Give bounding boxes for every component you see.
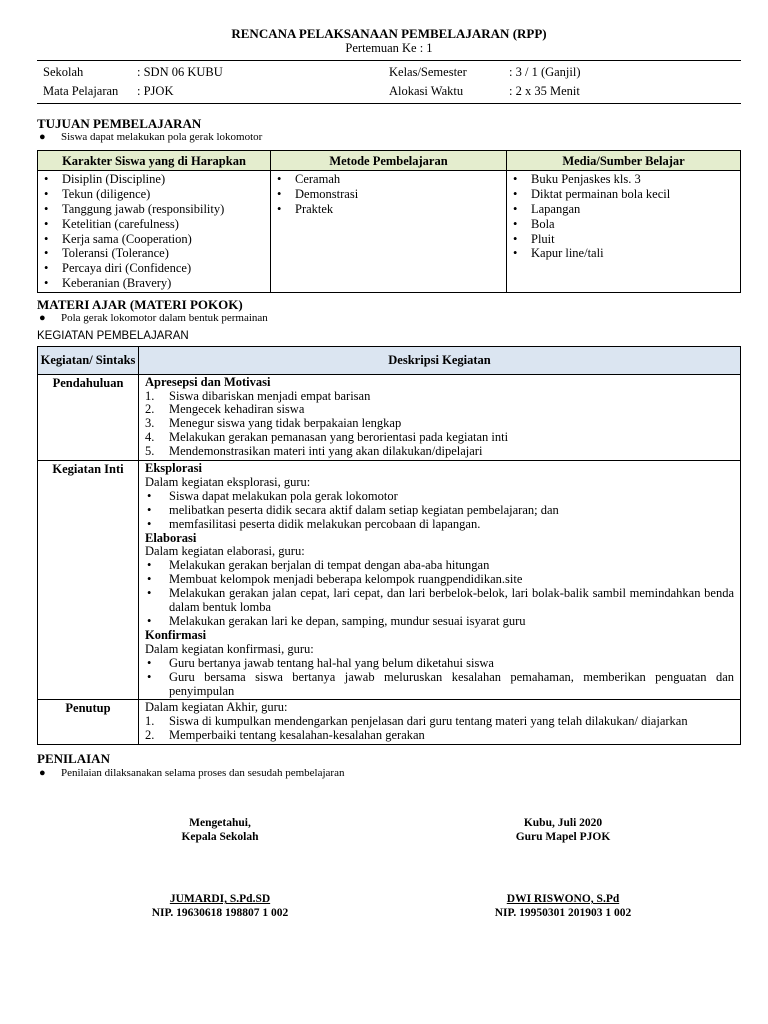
karakter-metode-media-table	[37, 150, 741, 292]
signature-left	[37, 816, 403, 920]
list-item: • Buku Penjaskes kls. 3	[513, 172, 641, 187]
list-item: 3. Menegur siswa yang tidak berpakaian lengkap	[145, 416, 402, 431]
elaborasi-heading: Elaborasi	[145, 530, 197, 545]
sekolah-label: Sekolah	[43, 65, 84, 80]
kegiatan-title: KEGIATAN PEMBELAJARAN	[37, 330, 189, 343]
rpp-document	[37, 26, 741, 919]
table-row	[38, 374, 741, 460]
penilaian-bullet	[37, 767, 741, 780]
list-item: 2. Mengecek kehadiran siswa	[145, 402, 305, 417]
media-list	[511, 172, 740, 261]
table-header-row	[38, 151, 741, 171]
info-row-1	[37, 63, 741, 82]
pendahuluan-list	[145, 390, 734, 460]
list-item: • Toleransi (Tolerance)	[44, 246, 169, 261]
deskripsi-header: Deskripsi Kegiatan	[139, 346, 741, 374]
metode-cell	[271, 171, 507, 292]
kepala-sekolah-nip: NIP. 19630618 198807 1 002	[151, 907, 289, 919]
metode-header: Metode Pembelajaran	[271, 151, 507, 171]
guru-nip: NIP. 19950301 201903 1 002	[494, 907, 632, 919]
kelas-value: : 3 / 1 (Ganjil)	[509, 65, 581, 80]
penutup-list	[145, 715, 734, 743]
document-title: RENCANA PELAKSANAAN PEMBELAJARAN (RPP)	[231, 26, 547, 41]
list-item: • Demonstrasi	[277, 187, 359, 202]
list-item: • Tanggung jawab (responsibility)	[44, 201, 225, 216]
list-item: • memfasilitasi peserta didik melakukan percobaan di lapangan.	[147, 516, 481, 531]
list-item: • Melakukan gerakan jalan cepat, lari cepat, dan lari berbelok-belok, lari bolak-balik sambil memindahkan benda dalam bentuk lomba	[147, 586, 734, 615]
penutup-desc	[139, 700, 741, 745]
konfirmasi-intro: Dalam kegiatan konfirmasi, guru:	[145, 641, 314, 656]
tujuan-title: TUJUAN PEMBELAJARAN	[37, 116, 202, 132]
list-item: • Kapur line/tali	[513, 246, 604, 261]
elaborasi-intro: Dalam kegiatan elaborasi, guru:	[145, 544, 305, 559]
kelas-label: Kelas/Semester	[389, 65, 467, 80]
materi-text: Pola gerak lokomotor dalam bentuk permainan	[61, 312, 268, 325]
list-item: • Pluit	[513, 231, 555, 246]
bullet-icon: ●	[39, 131, 46, 144]
bullet-icon: ●	[39, 312, 46, 325]
list-item: • Diktat permainan bola kecil	[513, 187, 671, 202]
metode-list	[275, 172, 506, 216]
list-item: • Guru bersama siswa bertanya jawab meluruskan kesalahan pemahaman, memberikan penguatan dan penyimpulan	[147, 669, 734, 698]
list-item: • Membuat kelompok menjadi beberapa kelompok ruangpendidikan.site	[147, 572, 523, 587]
signature-right	[403, 816, 723, 920]
guru-mapel-label: Guru Mapel PJOK	[515, 831, 611, 843]
eksplorasi-heading: Eksplorasi	[145, 461, 202, 476]
mengetahui-label: Mengetahui,	[189, 817, 251, 829]
sintaks-header: Kegiatan/ Sintaks	[38, 346, 139, 374]
mapel-value: : PJOK	[137, 84, 174, 99]
list-item: • Disiplin (Discipline)	[44, 172, 166, 187]
list-item: 1. Siswa di kumpulkan mendengarkan penjelasan dari guru tentang materi yang telah dilakukan/ diajarkan	[145, 714, 688, 729]
konfirmasi-heading: Konfirmasi	[145, 627, 207, 642]
materi-bullet	[37, 312, 741, 325]
kepala-sekolah-name: JUMARDI, S.Pd.SD	[169, 893, 271, 905]
list-item: • Percaya diri (Confidence)	[44, 261, 192, 276]
list-item: 2. Memperbaiki tentang kesalahan-kesalahan gerakan	[145, 728, 425, 743]
place-date: Kubu, Juli 2020	[523, 817, 603, 829]
eksplorasi-list	[145, 490, 734, 532]
list-item: • Kerja sama (Cooperation)	[44, 231, 192, 246]
alokasi-label: Alokasi Waktu	[389, 84, 464, 99]
inti-desc	[139, 461, 741, 700]
penilaian-title: PENILAIAN	[37, 751, 110, 767]
media-header: Media/Sumber Belajar	[507, 151, 741, 171]
penutup-intro: Dalam kegiatan Akhir, guru:	[145, 700, 288, 715]
list-item: 1. Siswa dibariskan menjadi empat barisan	[145, 388, 371, 403]
list-item: • Melakukan gerakan berjalan di tempat dengan aba-aba hitungan	[147, 558, 490, 573]
kegiatan-table	[37, 346, 741, 746]
karakter-header: Karakter Siswa yang di Harapkan	[38, 151, 271, 171]
list-item: • Ketelitian (carefulness)	[44, 216, 179, 231]
elaborasi-list	[145, 559, 734, 629]
pendahuluan-phase: Pendahuluan	[38, 374, 139, 460]
sekolah-value: : SDN 06 KUBU	[137, 65, 223, 80]
signature-block	[37, 816, 741, 920]
table-body-row	[38, 171, 741, 292]
list-item: • Ceramah	[277, 172, 341, 187]
konfirmasi-list	[145, 657, 734, 699]
karakter-list	[42, 172, 270, 290]
tujuan-bullet	[37, 131, 741, 144]
penutup-phase: Penutup	[38, 700, 139, 745]
tujuan-text: Siswa dapat melakukan pola gerak lokomotor	[61, 131, 263, 144]
table-row	[38, 700, 741, 745]
list-item: • Keberanian (Bravery)	[44, 275, 172, 290]
info-row-2	[37, 82, 741, 101]
table-row	[38, 461, 741, 700]
apresepsi-heading: Apresepsi dan Motivasi	[145, 374, 271, 389]
table-header-row	[38, 346, 741, 374]
list-item: • Siswa dapat melakukan pola gerak lokomotor	[147, 488, 398, 503]
mapel-label: Mata Pelajaran	[43, 84, 119, 99]
list-item: • melibatkan peserta didik secara aktif dalam setiap kegiatan pembelajaran; dan	[147, 502, 559, 517]
list-item: • Melakukan gerakan lari ke depan, samping, mundur sesuai isyarat guru	[147, 614, 526, 629]
list-item: • Bola	[513, 216, 555, 231]
list-item: • Praktek	[277, 201, 334, 216]
list-item: 4. Melakukan gerakan pemanasan yang berorientasi pada kegiatan inti	[145, 430, 509, 445]
eksplorasi-intro: Dalam kegiatan eksplorasi, guru:	[145, 474, 311, 489]
pendahuluan-desc	[139, 374, 741, 460]
list-item: • Tekun (diligence)	[44, 187, 151, 202]
list-item: • Guru bertanya jawab tentang hal-hal yang belum diketahui siswa	[147, 655, 494, 670]
list-item: • Lapangan	[513, 201, 581, 216]
kepala-sekolah-label: Kepala Sekolah	[181, 831, 259, 843]
guru-name: DWI RISWONO, S.Pd	[506, 893, 620, 905]
bullet-icon: ●	[39, 766, 46, 779]
list-item: 5. Mendemonstrasikan materi inti yang akan dilakukan/dipelajari	[145, 444, 483, 459]
karakter-cell	[38, 171, 271, 292]
media-cell	[507, 171, 741, 292]
document-subtitle: Pertemuan Ke : 1	[345, 41, 433, 56]
alokasi-value: : 2 x 35 Menit	[509, 84, 580, 99]
info-block	[37, 60, 741, 104]
penilaian-text: Penilaian dilaksanakan selama proses dan sesudah pembelajaran	[61, 766, 345, 779]
inti-phase: Kegiatan Inti	[38, 461, 139, 700]
materi-title: MATERI AJAR (MATERI POKOK)	[37, 296, 243, 312]
